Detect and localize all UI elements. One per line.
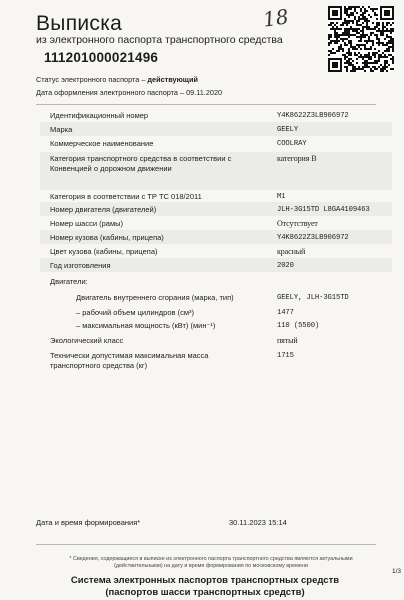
field-value-make: GEELY bbox=[277, 126, 299, 134]
document-number: 111201000021496 bbox=[44, 50, 159, 65]
field-value-vin: Y4K8622Z3LB906972 bbox=[277, 112, 349, 120]
field-value-max-mass: 1715 bbox=[277, 352, 294, 360]
field-value-chassis-number: Отсутствует bbox=[277, 219, 318, 228]
field-label-make: Марка bbox=[50, 125, 73, 134]
field-value-tr-category: M1 bbox=[277, 193, 286, 201]
status-value: действующий bbox=[147, 75, 198, 84]
issue-date bbox=[36, 88, 222, 97]
field-label-engine-number: Номер двигателя (двигателей) bbox=[50, 205, 157, 214]
field-value-body-number: Y4K8622Z3LB906972 bbox=[277, 234, 349, 242]
passport-status bbox=[36, 75, 198, 84]
field-label-engines: Двигатели: bbox=[50, 277, 88, 286]
field-value-max-power: 110 (5500) bbox=[277, 322, 320, 330]
field-value-vehicle-category: категория B bbox=[277, 154, 317, 163]
field-label-body-number: Номер кузова (кабины, прицепа) bbox=[50, 233, 164, 242]
issue-date-value: 09.11.2020 bbox=[186, 88, 223, 97]
field-label-ice: Двигатель внутреннего сгорания (марка, тип) bbox=[76, 293, 234, 302]
footer-line-1: Система электронных паспортов транспортных средств bbox=[70, 575, 340, 586]
field-value-engine-number: JLH-3G15TD L8GA4109463 bbox=[277, 206, 370, 214]
field-value-commercial-name: COOLRAY bbox=[277, 140, 307, 148]
field-label-max-mass: Технически допустимая максимальная масса транспортного средства (кг) bbox=[50, 351, 209, 370]
field-label-eco-class: Экологический класс bbox=[50, 336, 124, 345]
field-value-ice: GEELY, JLH-3G15TD bbox=[277, 294, 349, 302]
field-value-displacement: 1477 bbox=[277, 309, 294, 317]
field-label-body-color: Цвет кузова (кабины, прицепа) bbox=[50, 247, 158, 256]
field-label-displacement: – рабочий объем цилиндров (см³) bbox=[76, 308, 194, 317]
field-label-commercial-name: Коммерческое наименование bbox=[50, 139, 154, 148]
field-label-year: Год изготовления bbox=[50, 261, 111, 270]
handwritten-number: 18 bbox=[261, 4, 290, 32]
divider bbox=[36, 104, 376, 105]
formed-value: 30.11.2023 15:14 bbox=[229, 518, 287, 527]
field-label-vin: Идентификационный номер bbox=[50, 111, 149, 120]
qr-code-icon bbox=[328, 6, 394, 72]
issue-date-label: Дата оформления электронного паспорта – bbox=[36, 88, 187, 97]
field-label-chassis-number: Номер шасси (рамы) bbox=[50, 219, 124, 228]
field-value-body-color: красный bbox=[277, 247, 306, 256]
field-value-year: 2020 bbox=[277, 262, 294, 270]
footer-line-2: (паспортов шасси транспортных средств) bbox=[105, 587, 305, 598]
divider bbox=[36, 544, 376, 545]
field-label-vehicle-category: Категория транспортного средства в соответствии с Конвенцией о дорожном движении bbox=[50, 154, 232, 173]
footnote: * Сведения, содержащиеся в выписке из электронного паспорта транспортного средства являются актуальными (действительными) на дату и время формирования по московскому времени bbox=[69, 556, 353, 569]
page-subtitle: из электронного паспорта транспортного средства bbox=[36, 34, 283, 46]
status-label: Статус электронного паспорта – bbox=[36, 75, 148, 84]
page-title: Выписка bbox=[36, 12, 123, 35]
page-number: 1/3 bbox=[392, 568, 402, 575]
field-label-tr-category: Категория в соответствии с ТР ТС 018/2011 bbox=[50, 192, 202, 201]
formed-label: Дата и время формирования* bbox=[36, 518, 141, 527]
footer bbox=[60, 575, 350, 599]
field-label-max-power: – максимальная мощность (кВт) (мин⁻¹) bbox=[76, 321, 216, 330]
field-value-eco-class: пятый bbox=[277, 336, 298, 345]
